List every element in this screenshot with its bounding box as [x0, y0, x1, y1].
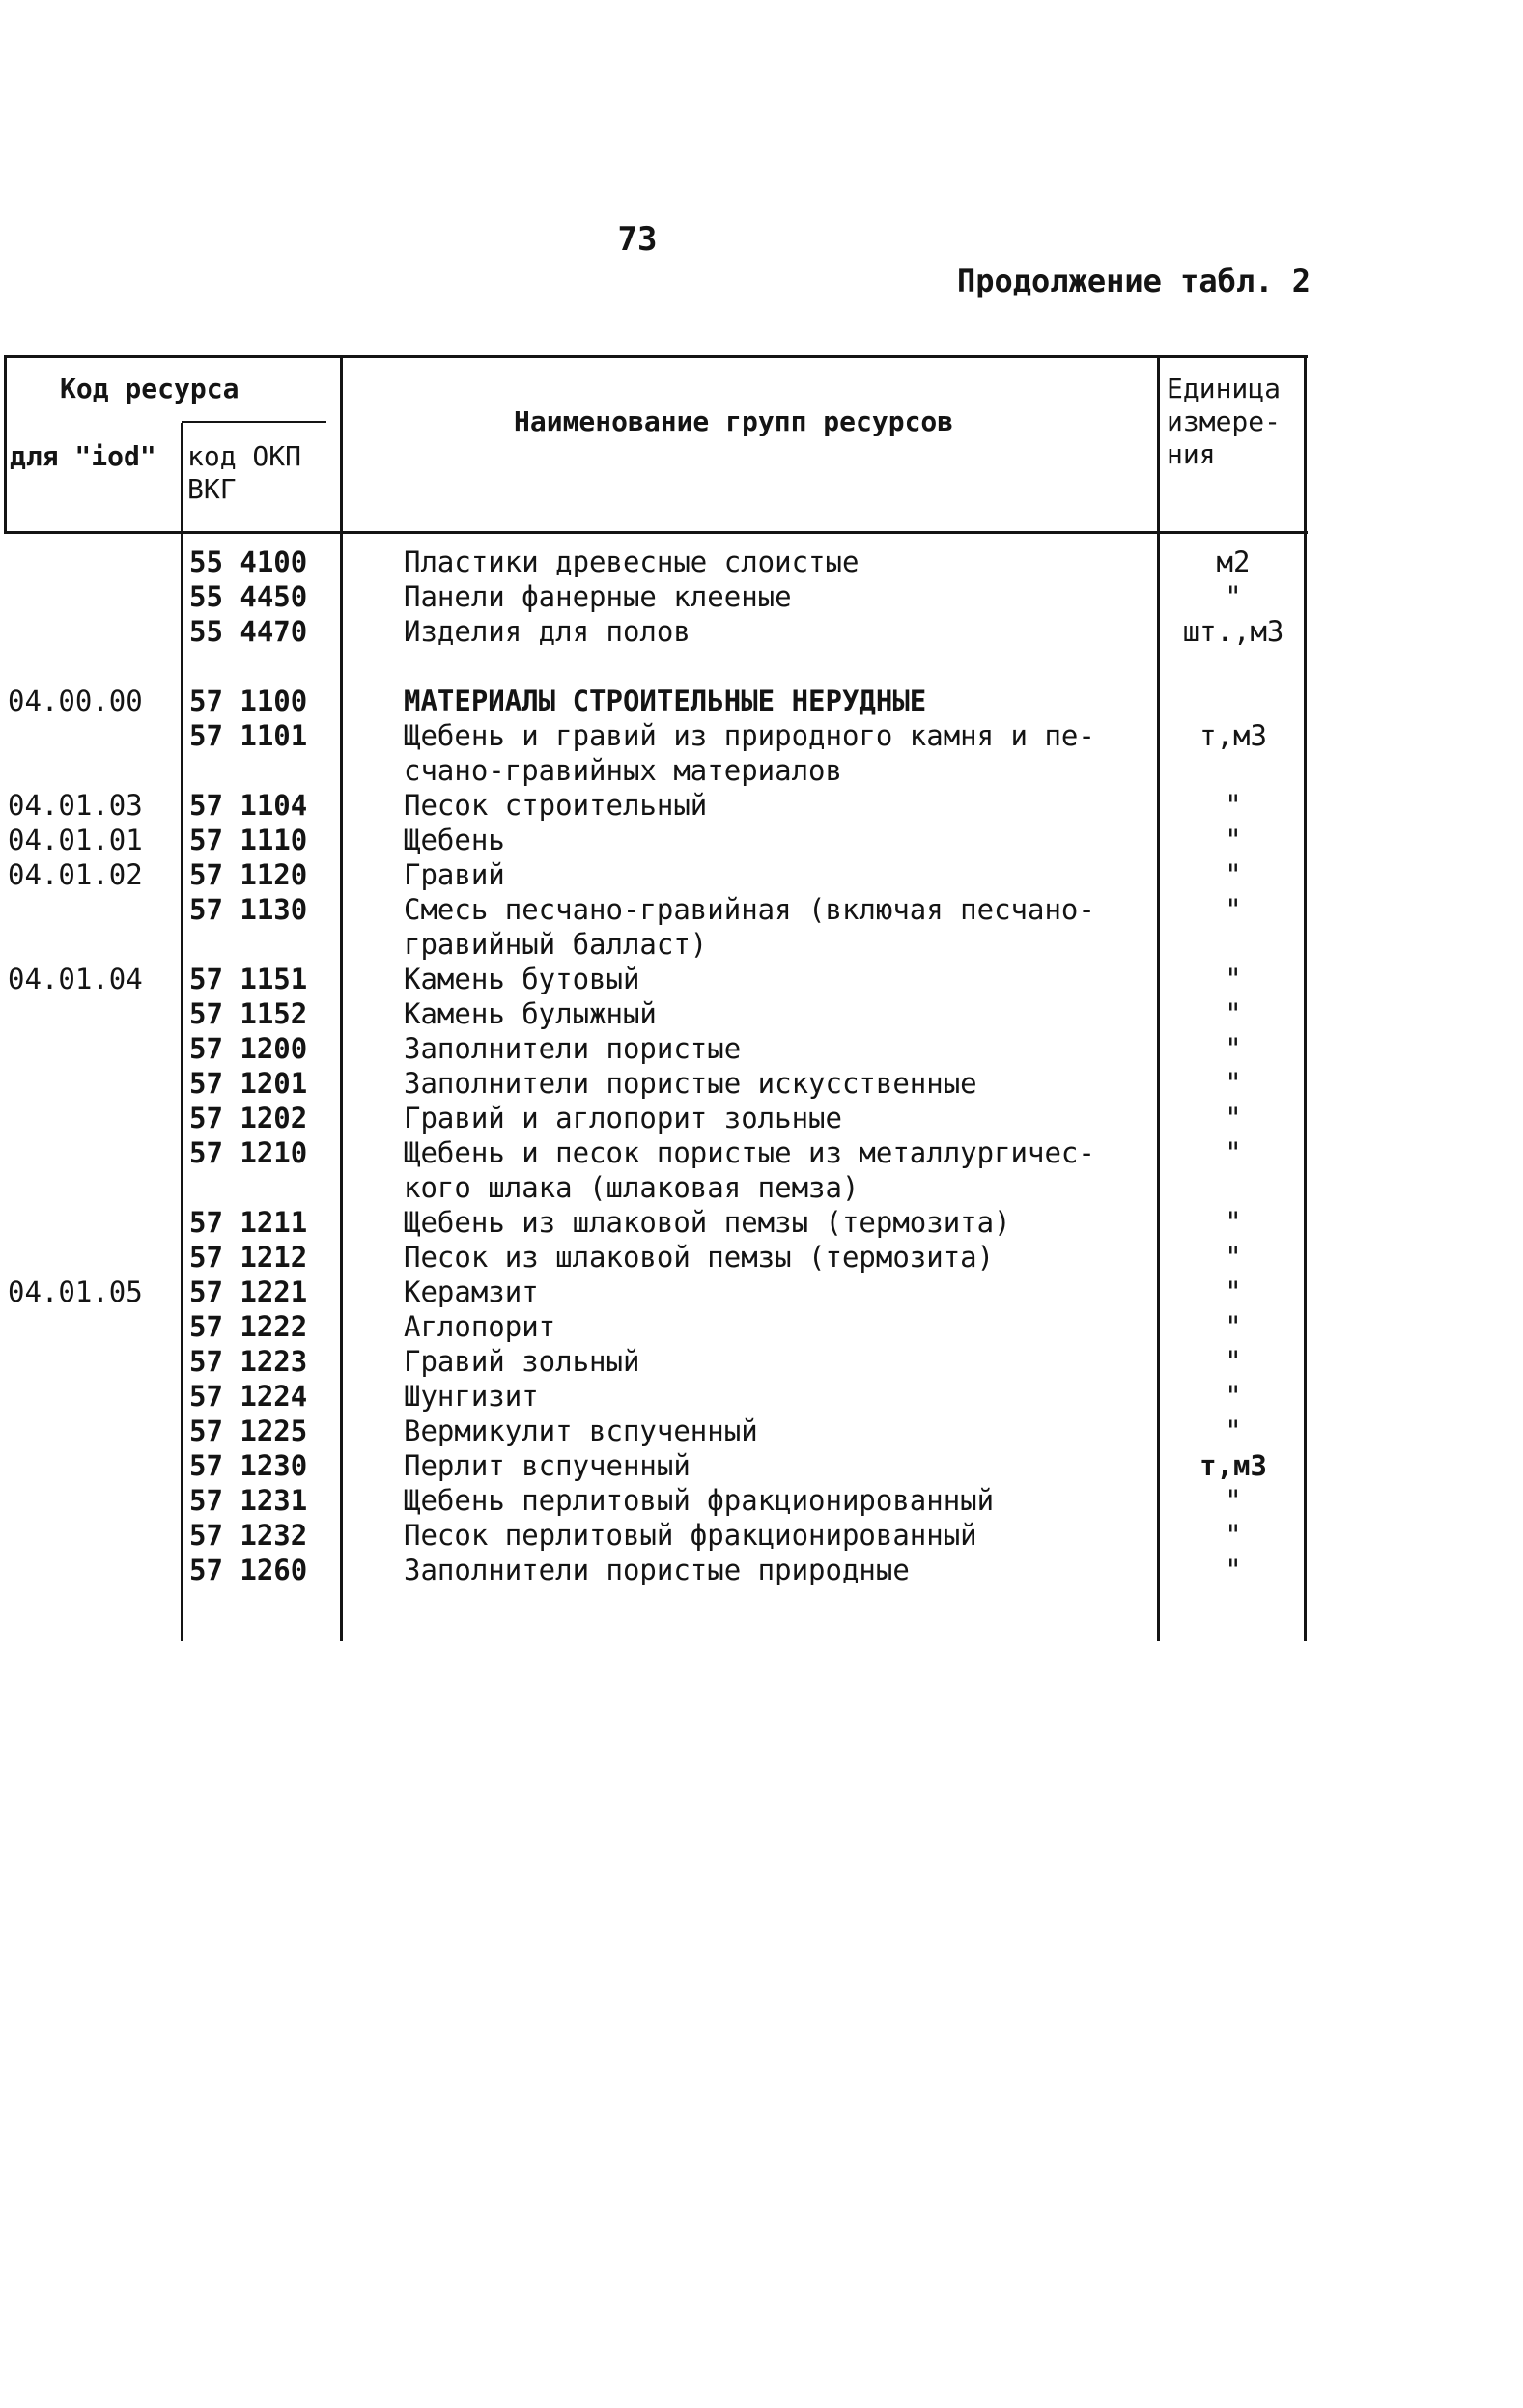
- resource-name: Заполнители пористые: [404, 1032, 742, 1065]
- okp-code: 57 1120: [189, 858, 308, 891]
- table-left-border: [4, 355, 7, 531]
- unit: ": [1225, 1310, 1242, 1343]
- table-row: [0, 1066, 1523, 1101]
- resource-name: Панели фанерные клееные: [404, 580, 792, 613]
- okp-code: 57 1231: [189, 1484, 308, 1517]
- iod-code: 04.01.05: [8, 1275, 143, 1308]
- iod-code: 04.01.02: [8, 858, 143, 891]
- okp-code: 57 1222: [189, 1310, 308, 1343]
- okp-code: 57 1100: [189, 685, 308, 717]
- unit: ": [1225, 1136, 1242, 1169]
- okp-code: 57 1151: [189, 963, 308, 995]
- table-row: [0, 1309, 1523, 1344]
- resource-name: Перлит вспученный: [404, 1449, 691, 1482]
- continuation-label: Продолжение табл. 2: [956, 263, 1311, 299]
- table-row: [0, 1101, 1523, 1135]
- table-row: [0, 1240, 1523, 1274]
- resource-name: кого шлака (шлаковая пемза): [404, 1171, 860, 1204]
- resource-name: Щебень и песок пористые из металлургичес-: [404, 1136, 1095, 1169]
- table-row: [0, 545, 1523, 579]
- okp-code: 57 1104: [189, 789, 308, 822]
- okp-column-header-line2: ВКГ: [187, 473, 237, 505]
- okp-code: 57 1230: [189, 1449, 308, 1482]
- resource-name: Керамзит: [404, 1275, 539, 1308]
- iod-code: 04.01.04: [8, 963, 143, 995]
- resource-name: Гравий и аглопорит зольные: [404, 1102, 842, 1134]
- table-row: [0, 823, 1523, 857]
- table-row: [0, 614, 1523, 649]
- iod-column-header: для "iod": [10, 440, 156, 472]
- unit: ": [1225, 963, 1242, 995]
- table-row: [0, 1031, 1523, 1066]
- unit: ": [1225, 1414, 1242, 1447]
- resource-name: Щебень и гравий из природного камня и пе-: [404, 719, 1095, 752]
- okp-code: 55 4100: [189, 546, 308, 578]
- unit: ": [1225, 893, 1242, 926]
- table-row: [0, 1205, 1523, 1240]
- resource-name: Заполнители пористые природные: [404, 1554, 910, 1586]
- okp-code: 57 1202: [189, 1102, 308, 1134]
- resource-name: Песок перлитовый фракционированный: [404, 1519, 977, 1552]
- resource-name: Камень бутовый: [404, 963, 640, 995]
- table-row: [0, 788, 1523, 823]
- resource-name: Шунгизит: [404, 1380, 539, 1413]
- table-row: [0, 1135, 1523, 1170]
- unit: т,м3: [1199, 1449, 1267, 1482]
- resource-name: Аглопорит: [404, 1310, 556, 1343]
- table-row: [0, 753, 1523, 788]
- unit: ": [1225, 1241, 1242, 1274]
- okp-code: 57 1232: [189, 1519, 308, 1552]
- okp-code: 55 4450: [189, 580, 308, 613]
- resource-name: Камень булыжный: [404, 997, 657, 1030]
- table-row: [0, 857, 1523, 892]
- okp-code: 57 1211: [189, 1206, 308, 1239]
- resource-name: счано-гравийных материалов: [404, 754, 842, 787]
- unit: ": [1225, 824, 1242, 856]
- unit: ": [1225, 1102, 1242, 1134]
- unit: ": [1225, 1067, 1242, 1100]
- table-row: [0, 1344, 1523, 1379]
- iod-code: 04.01.03: [8, 789, 143, 822]
- okp-code: 57 1130: [189, 893, 308, 926]
- resource-name: Изделия для полов: [404, 615, 691, 648]
- okp-code: 57 1200: [189, 1032, 308, 1065]
- okp-code: 57 1152: [189, 997, 308, 1030]
- resource-name: Гравий: [404, 858, 505, 891]
- table-row: [0, 1414, 1523, 1448]
- unit: ": [1225, 1206, 1242, 1239]
- unit: ": [1225, 1032, 1242, 1065]
- resource-name: Щебень: [404, 824, 505, 856]
- resource-name: Щебень перлитовый фракционированный: [404, 1484, 995, 1517]
- resource-code-divider: [182, 421, 326, 423]
- okp-code: 55 4470: [189, 615, 308, 648]
- okp-code: 57 1110: [189, 824, 308, 856]
- unit: ": [1225, 1345, 1242, 1378]
- iod-code: 04.01.01: [8, 824, 143, 856]
- page-number: 73: [617, 220, 658, 259]
- resource-name: Песок строительный: [404, 789, 708, 822]
- table-row: [0, 1170, 1523, 1205]
- iod-code: 04.00.00: [8, 685, 143, 717]
- unit: ": [1225, 858, 1242, 891]
- unit: т,м3: [1199, 719, 1267, 752]
- okp-column-header-line1: код ОКП: [187, 440, 302, 472]
- resource-name: Щебень из шлаковой пемзы (термозита): [404, 1206, 1011, 1239]
- header-bottom-border: [4, 531, 1308, 534]
- unit: ": [1225, 997, 1242, 1030]
- okp-code: 57 1223: [189, 1345, 308, 1378]
- table-top-border: [4, 355, 1308, 358]
- unit: ": [1225, 1484, 1242, 1517]
- unit-column-header-line1: Единица: [1167, 373, 1282, 405]
- table-row: [0, 1518, 1523, 1553]
- okp-code: 57 1201: [189, 1067, 308, 1100]
- unit: м2: [1216, 546, 1251, 578]
- unit: ": [1225, 1554, 1242, 1586]
- okp-code: 57 1224: [189, 1380, 308, 1413]
- table-row: [0, 579, 1523, 614]
- okp-code: 57 1210: [189, 1136, 308, 1169]
- name-column-header: Наименование групп ресурсов: [514, 406, 954, 437]
- unit: ": [1225, 580, 1242, 613]
- resource-name: гравийный балласт): [404, 928, 708, 961]
- table-row: [0, 1483, 1523, 1518]
- table-row: [0, 1553, 1523, 1587]
- table-row: [0, 892, 1523, 927]
- resource-name: Гравий зольный: [404, 1345, 640, 1378]
- unit: ": [1225, 789, 1242, 822]
- table-row: [0, 927, 1523, 962]
- unit-column-header-line3: ния: [1167, 438, 1216, 470]
- okp-code: 57 1221: [189, 1275, 308, 1308]
- table-row: [0, 1379, 1523, 1414]
- unit: ": [1225, 1275, 1242, 1308]
- table-row: [0, 1274, 1523, 1309]
- table-row: [0, 684, 1523, 718]
- resource-name: Песок из шлаковой пемзы (термозита): [404, 1241, 995, 1274]
- table-row: [0, 996, 1523, 1031]
- resource-name: Заполнители пористые искусственные: [404, 1067, 977, 1100]
- okp-code: 57 1101: [189, 719, 308, 752]
- table-row: [0, 1448, 1523, 1483]
- resource-name: МАТЕРИАЛЫ СТРОИТЕЛЬНЫЕ НЕРУДНЫЕ: [404, 685, 927, 717]
- unit: ": [1225, 1519, 1242, 1552]
- okp-code: 57 1212: [189, 1241, 308, 1274]
- resource-name: Вермикулит вспученный: [404, 1414, 758, 1447]
- resource-name: Смесь песчано-гравийная (включая песчано-: [404, 893, 1095, 926]
- table-row: [0, 718, 1523, 753]
- table-row: [0, 962, 1523, 996]
- okp-code: 57 1225: [189, 1414, 308, 1447]
- resource-name: Пластики древесные слоистые: [404, 546, 860, 578]
- unit: шт.,м3: [1182, 615, 1284, 648]
- resource-code-header: Код ресурса: [60, 373, 240, 405]
- unit: ": [1225, 1380, 1242, 1413]
- okp-code: 57 1260: [189, 1554, 308, 1586]
- unit-column-header-line2: измере-: [1167, 406, 1282, 437]
